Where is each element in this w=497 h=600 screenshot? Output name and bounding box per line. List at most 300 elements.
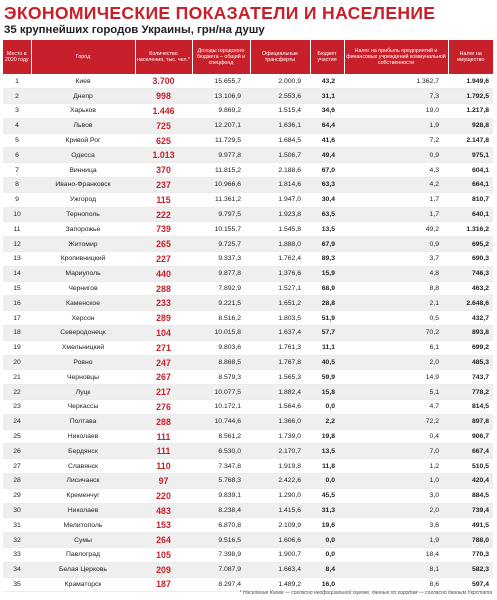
cell-city: Кременчуг	[31, 488, 135, 503]
cell-city: Чернигов	[31, 281, 135, 296]
cell-rank: 19	[3, 340, 31, 355]
cell-population: 227	[135, 252, 192, 267]
cell-transfers: 2.170,7	[250, 444, 310, 459]
cell-transfers: 1.947,0	[250, 192, 310, 207]
cell-revenue: 11.815,2	[192, 163, 250, 178]
cell-corp-tax: 7,0	[344, 444, 448, 459]
cell-budget-share: 28,8	[310, 296, 344, 311]
cell-budget-share: 51,9	[310, 311, 344, 326]
cell-corp-tax: 2,0	[344, 503, 448, 518]
cell-transfers: 1.545,8	[250, 222, 310, 237]
cell-population: 110	[135, 459, 192, 474]
header-corp-tax: Налог на прибыль предприятий и финансовых учреждений коммунальной собственности	[344, 40, 448, 74]
cell-corp-tax: 6,1	[344, 340, 448, 355]
cell-rank: 27	[3, 459, 31, 474]
cell-transfers: 1.290,0	[250, 488, 310, 503]
cell-revenue: 9.839,1	[192, 488, 250, 503]
cell-property-tax: 699,2	[448, 340, 493, 355]
cell-population: 1.013	[135, 148, 192, 163]
table-row	[3, 192, 493, 207]
table-row	[3, 429, 493, 444]
cell-corp-tax: 8,6	[344, 577, 448, 592]
cell-corp-tax: 8,1	[344, 562, 448, 577]
cell-rank: 33	[3, 548, 31, 563]
cell-revenue: 8.238,4	[192, 503, 250, 518]
cell-transfers: 2.422,6	[250, 474, 310, 489]
cell-property-tax: 897,8	[448, 414, 493, 429]
header-population: Количество населения, тыс. чел.*	[135, 40, 192, 74]
cell-property-tax: 1.217,8	[448, 104, 493, 119]
cell-transfers: 1.814,6	[250, 178, 310, 193]
cell-budget-share: 67,9	[310, 237, 344, 252]
cell-rank: 31	[3, 518, 31, 533]
table-row	[3, 444, 493, 459]
cell-population: 237	[135, 178, 192, 193]
cell-property-tax: 640,1	[448, 207, 493, 222]
cell-property-tax: 485,3	[448, 355, 493, 370]
cell-city: Киев	[31, 74, 135, 89]
cell-population: 115	[135, 192, 192, 207]
cell-rank: 16	[3, 296, 31, 311]
cell-budget-share: 68,9	[310, 281, 344, 296]
cell-transfers: 1.376,6	[250, 266, 310, 281]
table-row	[3, 503, 493, 518]
cell-revenue: 9.516,5	[192, 533, 250, 548]
cell-revenue: 9.725,7	[192, 237, 250, 252]
cell-population: 3.700	[135, 74, 192, 89]
cell-transfers: 1.527,1	[250, 281, 310, 296]
cell-city: Луцк	[31, 385, 135, 400]
cell-population: 288	[135, 281, 192, 296]
cell-rank: 17	[3, 311, 31, 326]
cell-transfers: 2.109,9	[250, 518, 310, 533]
cell-city: Черновцы	[31, 370, 135, 385]
cell-population: 267	[135, 370, 192, 385]
table-row	[3, 74, 493, 89]
cell-rank: 28	[3, 474, 31, 489]
cell-rank: 32	[3, 533, 31, 548]
cell-corp-tax: 1,7	[344, 192, 448, 207]
cell-population: 220	[135, 488, 192, 503]
cell-property-tax: 582,3	[448, 562, 493, 577]
cell-rank: 8	[3, 178, 31, 193]
table-row	[3, 562, 493, 577]
cell-budget-share: 64,4	[310, 118, 344, 133]
cell-revenue: 9.869,2	[192, 104, 250, 119]
cell-revenue: 9.977,8	[192, 148, 250, 163]
cell-transfers: 1.415,6	[250, 503, 310, 518]
cell-property-tax: 432,7	[448, 311, 493, 326]
cell-revenue: 9.877,8	[192, 266, 250, 281]
cell-city: Павлоград	[31, 548, 135, 563]
cell-property-tax: 975,1	[448, 148, 493, 163]
cell-city: Тернополь	[31, 207, 135, 222]
cell-property-tax: 928,8	[448, 118, 493, 133]
cell-transfers: 1.637,4	[250, 326, 310, 341]
cell-rank: 20	[3, 355, 31, 370]
table-row	[3, 222, 493, 237]
cell-corp-tax: 1.362,7	[344, 74, 448, 89]
cell-revenue: 9.797,5	[192, 207, 250, 222]
cell-budget-share: 8,4	[310, 562, 344, 577]
cell-property-tax: 690,3	[448, 252, 493, 267]
cell-population: 97	[135, 474, 192, 489]
cell-budget-share: 34,6	[310, 104, 344, 119]
cell-revenue: 9.337,3	[192, 252, 250, 267]
cell-revenue: 8.868,5	[192, 355, 250, 370]
cell-population: 370	[135, 163, 192, 178]
cell-corp-tax: 18,4	[344, 548, 448, 563]
header-transfers: Официальные трансферты	[250, 40, 310, 74]
cell-property-tax: 743,7	[448, 370, 493, 385]
cell-population: 739	[135, 222, 192, 237]
cell-transfers: 2.000,9	[250, 74, 310, 89]
table-row	[3, 281, 493, 296]
cell-corp-tax: 0,4	[344, 429, 448, 444]
cell-population: 265	[135, 237, 192, 252]
cell-property-tax: 739,4	[448, 503, 493, 518]
table-row	[3, 266, 493, 281]
cell-property-tax: 2.648,6	[448, 296, 493, 311]
cell-transfers: 1.882,4	[250, 385, 310, 400]
cell-corp-tax: 7,2	[344, 133, 448, 148]
cell-transfers: 1.900,7	[250, 548, 310, 563]
cell-population: 104	[135, 326, 192, 341]
cell-revenue: 6.530,0	[192, 444, 250, 459]
cell-corp-tax: 0,9	[344, 237, 448, 252]
cell-budget-share: 63,5	[310, 207, 344, 222]
cell-revenue: 10.155,7	[192, 222, 250, 237]
cell-corp-tax: 0,9	[344, 148, 448, 163]
cell-rank: 29	[3, 488, 31, 503]
cell-corp-tax: 1,9	[344, 118, 448, 133]
cell-population: 111	[135, 444, 192, 459]
cell-city: Белая Церковь	[31, 562, 135, 577]
cell-corp-tax: 1,0	[344, 474, 448, 489]
cell-population: 247	[135, 355, 192, 370]
cell-population: 217	[135, 385, 192, 400]
cell-city: Кривой Рог	[31, 133, 135, 148]
cell-population: 625	[135, 133, 192, 148]
cell-budget-share: 31,1	[310, 89, 344, 104]
cell-property-tax: 491,5	[448, 518, 493, 533]
cell-budget-share: 13,5	[310, 444, 344, 459]
cell-revenue: 9.803,6	[192, 340, 250, 355]
cell-population: 153	[135, 518, 192, 533]
page-subtitle: 35 крупнейших городов Украины, грн/на душу	[4, 24, 265, 36]
cell-city: Днепр	[31, 89, 135, 104]
cell-population: 1.446	[135, 104, 192, 119]
cell-property-tax: 788,0	[448, 533, 493, 548]
header-revenue: Доходы городского бюджета – общий и спецфонд	[192, 40, 250, 74]
cell-population: 187	[135, 577, 192, 592]
cell-city: Мариуполь	[31, 266, 135, 281]
cell-rank: 15	[3, 281, 31, 296]
cell-budget-share: 43,2	[310, 74, 344, 89]
cell-rank: 30	[3, 503, 31, 518]
cell-population: 289	[135, 311, 192, 326]
cell-rank: 9	[3, 192, 31, 207]
cell-corp-tax: 4,2	[344, 178, 448, 193]
cell-rank: 5	[3, 133, 31, 148]
cell-transfers: 1.923,8	[250, 207, 310, 222]
cell-budget-share: 15,9	[310, 266, 344, 281]
cell-city: Винница	[31, 163, 135, 178]
cell-budget-share: 67,0	[310, 163, 344, 178]
cell-city: Мелитополь	[31, 518, 135, 533]
cell-population: 483	[135, 503, 192, 518]
cell-revenue: 8.297,4	[192, 577, 250, 592]
footnote: * Население Киева — согласно неофициальной оценке, данные по городам — согласно данным Укрстата	[239, 590, 492, 596]
cell-transfers: 1.515,4	[250, 104, 310, 119]
cell-budget-share: 41,6	[310, 133, 344, 148]
cell-transfers: 1.651,2	[250, 296, 310, 311]
cell-revenue: 7.087,9	[192, 562, 250, 577]
cell-property-tax: 604,1	[448, 163, 493, 178]
cell-transfers: 2.553,6	[250, 89, 310, 104]
table-row	[3, 548, 493, 563]
header-city: Город	[31, 40, 135, 74]
cell-corp-tax: 7,3	[344, 89, 448, 104]
cell-population: 111	[135, 429, 192, 444]
cell-transfers: 1.565,3	[250, 370, 310, 385]
cell-population: 440	[135, 266, 192, 281]
cell-corp-tax: 70,2	[344, 326, 448, 341]
cell-corp-tax: 0,5	[344, 311, 448, 326]
cell-city: Кропивницкий	[31, 252, 135, 267]
cell-revenue: 15.655,7	[192, 74, 250, 89]
cell-corp-tax: 1,2	[344, 459, 448, 474]
cell-rank: 10	[3, 207, 31, 222]
cell-property-tax: 695,2	[448, 237, 493, 252]
cell-property-tax: 778,2	[448, 385, 493, 400]
cell-population: 222	[135, 207, 192, 222]
table-row	[3, 533, 493, 548]
cell-rank: 3	[3, 104, 31, 119]
cell-transfers: 1.762,4	[250, 252, 310, 267]
table-row	[3, 104, 493, 119]
table-row	[3, 414, 493, 429]
cell-transfers: 1.663,4	[250, 562, 310, 577]
cell-city: Херсон	[31, 311, 135, 326]
cell-property-tax: 510,5	[448, 459, 493, 474]
cell-rank: 12	[3, 237, 31, 252]
cell-population: 105	[135, 548, 192, 563]
table-header-row	[3, 40, 493, 74]
cell-corp-tax: 19,0	[344, 104, 448, 119]
table-row	[3, 340, 493, 355]
cell-city: Северодонецк	[31, 326, 135, 341]
cell-rank: 7	[3, 163, 31, 178]
cell-rank: 13	[3, 252, 31, 267]
cell-budget-share: 15,8	[310, 385, 344, 400]
cell-budget-share: 57,7	[310, 326, 344, 341]
cell-budget-share: 0,0	[310, 474, 344, 489]
cell-rank: 18	[3, 326, 31, 341]
cell-city: Черкассы	[31, 400, 135, 415]
cell-revenue: 10.172,1	[192, 400, 250, 415]
cell-budget-share: 45,5	[310, 488, 344, 503]
table-row	[3, 518, 493, 533]
table-row	[3, 326, 493, 341]
cell-revenue: 11.361,2	[192, 192, 250, 207]
cell-transfers: 1.888,0	[250, 237, 310, 252]
cell-revenue: 10.966,6	[192, 178, 250, 193]
cell-budget-share: 11,8	[310, 459, 344, 474]
cell-corp-tax: 4,8	[344, 266, 448, 281]
cell-property-tax: 664,1	[448, 178, 493, 193]
cell-budget-share: 30,4	[310, 192, 344, 207]
cell-corp-tax: 49,2	[344, 222, 448, 237]
cell-budget-share: 0,0	[310, 400, 344, 415]
cell-rank: 11	[3, 222, 31, 237]
cell-city: Лисичанск	[31, 474, 135, 489]
cell-rank: 34	[3, 562, 31, 577]
cell-budget-share: 49,4	[310, 148, 344, 163]
cell-property-tax: 463,2	[448, 281, 493, 296]
cell-population: 998	[135, 89, 192, 104]
cell-city: Житомир	[31, 237, 135, 252]
cell-transfers: 1.564,6	[250, 400, 310, 415]
cell-property-tax: 2.147,8	[448, 133, 493, 148]
cell-corp-tax: 3,7	[344, 252, 448, 267]
cell-rank: 25	[3, 429, 31, 444]
cell-budget-share: 13,5	[310, 222, 344, 237]
cell-property-tax: 420,4	[448, 474, 493, 489]
cell-transfers: 1.506,7	[250, 148, 310, 163]
cell-budget-share: 59,9	[310, 370, 344, 385]
table-row	[3, 296, 493, 311]
cell-city: Хмельницкий	[31, 340, 135, 355]
cell-city: Ужгород	[31, 192, 135, 207]
cell-corp-tax: 14,9	[344, 370, 448, 385]
cell-revenue: 10.015,8	[192, 326, 250, 341]
cell-revenue: 13.106,9	[192, 89, 250, 104]
cell-corp-tax: 2,0	[344, 355, 448, 370]
cell-revenue: 7.347,8	[192, 459, 250, 474]
cell-property-tax: 814,5	[448, 400, 493, 415]
cell-budget-share: 19,6	[310, 518, 344, 533]
table-row	[3, 311, 493, 326]
table-row	[3, 252, 493, 267]
cell-budget-share: 16,0	[310, 577, 344, 592]
cell-city: Львов	[31, 118, 135, 133]
cell-revenue: 6.870,8	[192, 518, 250, 533]
cell-city: Каменское	[31, 296, 135, 311]
cell-rank: 24	[3, 414, 31, 429]
cell-budget-share: 63,3	[310, 178, 344, 193]
cell-property-tax: 884,5	[448, 488, 493, 503]
cell-budget-share: 19,8	[310, 429, 344, 444]
cell-population: 233	[135, 296, 192, 311]
cell-revenue: 8.516,2	[192, 311, 250, 326]
cell-corp-tax: 4,7	[344, 400, 448, 415]
cell-revenue: 12.207,1	[192, 118, 250, 133]
cell-revenue: 10.077,5	[192, 385, 250, 400]
cell-transfers: 1.919,8	[250, 459, 310, 474]
cell-rank: 22	[3, 385, 31, 400]
cell-revenue: 10.744,6	[192, 414, 250, 429]
cell-budget-share: 0,0	[310, 533, 344, 548]
cell-budget-share: 2,2	[310, 414, 344, 429]
table-row	[3, 370, 493, 385]
cities-table	[3, 40, 493, 592]
table-row	[3, 118, 493, 133]
cell-budget-share: 40,5	[310, 355, 344, 370]
cell-transfers: 1.606,6	[250, 533, 310, 548]
cell-rank: 1	[3, 74, 31, 89]
table-row	[3, 148, 493, 163]
cell-rank: 14	[3, 266, 31, 281]
cell-property-tax: 810,7	[448, 192, 493, 207]
cell-population: 264	[135, 533, 192, 548]
cell-city: Славянск	[31, 459, 135, 474]
cell-rank: 35	[3, 577, 31, 592]
cell-property-tax: 1.316,2	[448, 222, 493, 237]
cell-city: Харьков	[31, 104, 135, 119]
header-property-tax: Налог на имущество	[448, 40, 493, 74]
cell-transfers: 1.761,3	[250, 340, 310, 355]
cell-property-tax: 1.949,6	[448, 74, 493, 89]
cell-property-tax: 770,3	[448, 548, 493, 563]
cell-property-tax: 1.792,5	[448, 89, 493, 104]
table-row	[3, 163, 493, 178]
cell-revenue: 8.579,3	[192, 370, 250, 385]
cell-rank: 4	[3, 118, 31, 133]
cell-population: 271	[135, 340, 192, 355]
cell-population: 725	[135, 118, 192, 133]
cell-population: 209	[135, 562, 192, 577]
cell-city: Бердянск	[31, 444, 135, 459]
page-title: ЭКОНОМИЧЕСКИЕ ПОКАЗАТЕЛИ И НАСЕЛЕНИЕ	[4, 3, 436, 23]
cell-corp-tax: 4,3	[344, 163, 448, 178]
cell-corp-tax: 3,0	[344, 488, 448, 503]
cell-property-tax: 893,8	[448, 326, 493, 341]
cell-budget-share: 0,0	[310, 548, 344, 563]
cell-revenue: 7.892,9	[192, 281, 250, 296]
cell-city: Одесса	[31, 148, 135, 163]
cell-transfers: 1.489,2	[250, 577, 310, 592]
cell-city: Сумы	[31, 533, 135, 548]
cell-corp-tax: 8,8	[344, 281, 448, 296]
header-budget-share: Бюджет участия	[310, 40, 344, 74]
cell-population: 288	[135, 414, 192, 429]
header-rank: Место в 2020 году	[3, 40, 31, 74]
table-row	[3, 89, 493, 104]
cell-budget-share: 31,3	[310, 503, 344, 518]
table-row	[3, 133, 493, 148]
cell-revenue: 5.768,3	[192, 474, 250, 489]
cell-city: Запорожье	[31, 222, 135, 237]
cell-property-tax: 746,3	[448, 266, 493, 281]
cell-corp-tax: 72,2	[344, 414, 448, 429]
cell-corp-tax: 1,7	[344, 207, 448, 222]
cell-transfers: 1.366,0	[250, 414, 310, 429]
cell-budget-share: 11,1	[310, 340, 344, 355]
cell-transfers: 1.767,8	[250, 355, 310, 370]
table-row	[3, 459, 493, 474]
cell-budget-share: 89,3	[310, 252, 344, 267]
cell-property-tax: 906,7	[448, 429, 493, 444]
table-row	[3, 488, 493, 503]
table-row	[3, 178, 493, 193]
cell-city: Ровно	[31, 355, 135, 370]
cell-revenue: 9.221,5	[192, 296, 250, 311]
table-row	[3, 207, 493, 222]
cell-corp-tax: 1,9	[344, 533, 448, 548]
cell-property-tax: 597,4	[448, 577, 493, 592]
cell-property-tax: 667,4	[448, 444, 493, 459]
